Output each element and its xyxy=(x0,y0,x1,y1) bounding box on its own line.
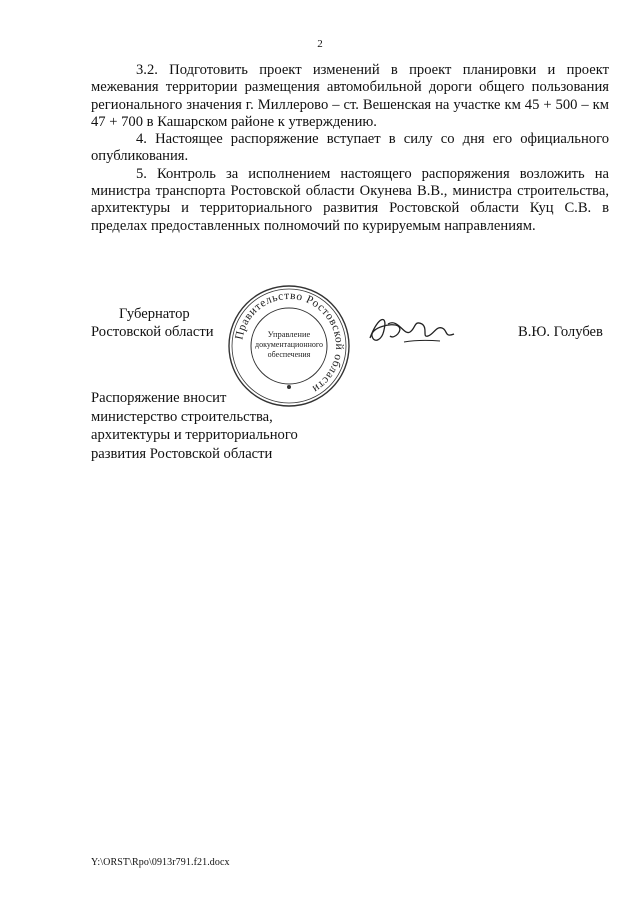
submitter-line1: Распоряжение вносит xyxy=(91,390,227,406)
stamp-inner-line2: документационного xyxy=(255,340,323,349)
stamp-inner-line1: Управление xyxy=(267,329,311,339)
file-path-footer: Y:\ORST\Rpo\0913r791.f21.docx xyxy=(91,857,230,868)
signatory-title-line1: Губернатор xyxy=(119,306,190,322)
submitter-line2: министерство строительства, xyxy=(91,408,273,425)
page-number: 2 xyxy=(317,38,323,50)
signatory-title-line2: Ростовской области xyxy=(91,324,214,340)
order-body xyxy=(91,62,609,235)
signatory-name: В.Ю. Голубев xyxy=(518,324,603,340)
paragraph-3-2: 3.2. Подготовить проект изменений в проект планировки и проект межевания территории размещения автомобильной дороги общего пользования регионального значения г. Миллерово – ст. Вешенская на участке км 45 + 500 – км 47 + 700 в Кашарском районе к утверждению. xyxy=(91,62,609,130)
handwritten-signature xyxy=(364,310,460,350)
stamp-inner-line3: обеспечения xyxy=(267,350,311,359)
signatory-title xyxy=(91,305,214,341)
paragraph-4: 4. Настоящее распоряжение вступает в силу со дня его официального опубликования. xyxy=(91,131,609,165)
stamp-ring-text: Правительство Ростовской области xyxy=(233,289,346,396)
submitter-line3: архитектуры и территориального xyxy=(91,427,298,443)
submitter-block xyxy=(91,389,351,463)
paragraph-5: 5. Контроль за исполнением настоящего распоряжения возложить на министра транспорта Ростовской области Окунева В.В., министра строительства, архитектуры и территориального развития Ростовской области Куц С.В. в пределах предоставленных полномочий по курируемым направлениям. xyxy=(91,165,609,234)
submitter-line4: развития Ростовской области xyxy=(91,445,273,462)
